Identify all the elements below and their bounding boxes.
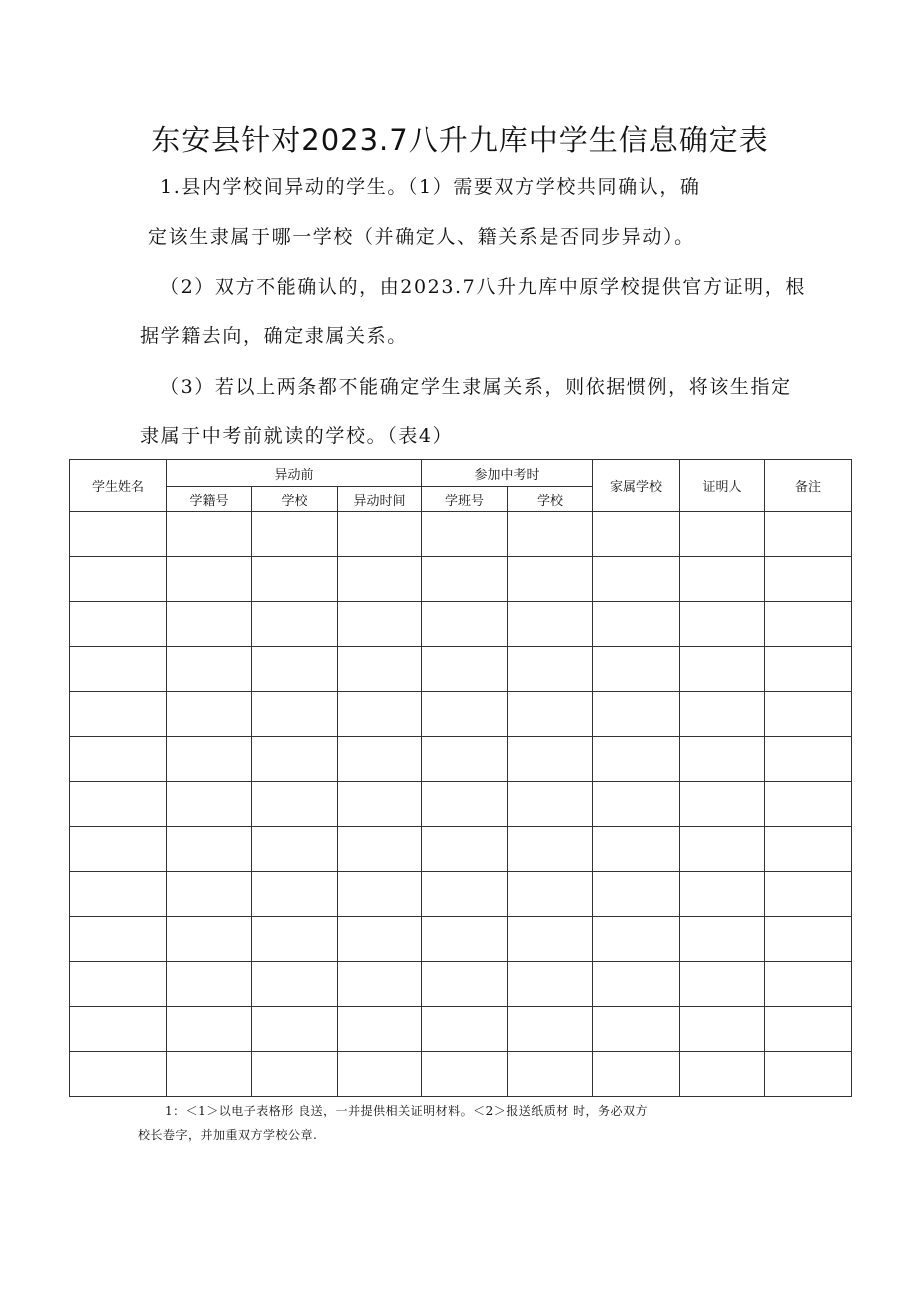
table-cell [422, 917, 508, 962]
table-row [70, 962, 852, 1007]
table-cell [593, 737, 680, 782]
table-cell [338, 737, 422, 782]
paragraph-5: （3）若以上两条都不能确定学生隶属关系，则依据惯例，将该生指定 [160, 376, 792, 398]
table-cell [680, 647, 765, 692]
table-cell [70, 1007, 167, 1052]
table-cell [680, 512, 765, 557]
table-cell [167, 737, 252, 782]
table-cell [508, 692, 593, 737]
table-cell [680, 602, 765, 647]
table-cell [70, 827, 167, 872]
table-cell [338, 1007, 422, 1052]
table-cell [765, 827, 852, 872]
table-cell [70, 647, 167, 692]
table-body [70, 512, 852, 1097]
table-cell [680, 917, 765, 962]
table-cell [765, 737, 852, 782]
table-cell [70, 692, 167, 737]
table-cell [508, 917, 593, 962]
table-cell [338, 557, 422, 602]
table-cell [680, 827, 765, 872]
table-cell [508, 557, 593, 602]
table-cell [338, 512, 422, 557]
header-exam-time: 参加中考时 [422, 460, 593, 487]
table-cell [70, 962, 167, 1007]
table-cell [252, 917, 338, 962]
table-cell [680, 557, 765, 602]
header-class-id: 学班号 [422, 487, 508, 512]
paragraph-2: 定该生隶属于哪一学校（并确定人、籍关系是否同步异动）。 [148, 226, 695, 248]
table-cell [422, 962, 508, 1007]
table-cell [593, 782, 680, 827]
table-row [70, 602, 852, 647]
table-cell [422, 1052, 508, 1097]
table-cell [167, 512, 252, 557]
header-student-name: 学生姓名 [70, 460, 167, 512]
table-cell [593, 647, 680, 692]
table-cell [252, 962, 338, 1007]
table-cell [680, 1052, 765, 1097]
header-family-school: 家属学校 [593, 460, 680, 512]
table-cell [593, 827, 680, 872]
header-student-id: 学籍号 [167, 487, 252, 512]
table-cell [252, 647, 338, 692]
table-cell [167, 917, 252, 962]
table-cell [252, 827, 338, 872]
table-row [70, 1007, 852, 1052]
header-witness: 证明人 [680, 460, 765, 512]
table-cell [593, 917, 680, 962]
table-cell [338, 1052, 422, 1097]
table-cell [70, 512, 167, 557]
table-cell [680, 1007, 765, 1052]
table-cell [167, 1052, 252, 1097]
table-cell [252, 1052, 338, 1097]
table-cell [593, 512, 680, 557]
table-cell [508, 872, 593, 917]
table-cell [593, 1052, 680, 1097]
table-cell [765, 602, 852, 647]
table-cell [422, 692, 508, 737]
table-cell [167, 692, 252, 737]
table-cell [508, 647, 593, 692]
table-cell [70, 782, 167, 827]
table-cell [252, 1007, 338, 1052]
table-cell [422, 737, 508, 782]
table-cell [338, 872, 422, 917]
table-cell [70, 737, 167, 782]
table-cell [338, 962, 422, 1007]
paragraph-3: （2）双方不能确认的，由2023.7八升九库中原学校提供官方证明，根 [160, 276, 806, 298]
header-remarks: 备注 [765, 460, 852, 512]
table-cell [167, 1007, 252, 1052]
table-cell [252, 737, 338, 782]
paragraph-4: 据学籍去向，确定隶属关系。 [140, 325, 408, 347]
table-cell [167, 647, 252, 692]
table-row [70, 827, 852, 872]
table-cell [422, 557, 508, 602]
table-row [70, 557, 852, 602]
table-cell [422, 512, 508, 557]
table-cell [593, 692, 680, 737]
table-cell [508, 827, 593, 872]
table-cell [593, 1007, 680, 1052]
table-cell [508, 602, 593, 647]
paragraph-1: 1.县内学校间异动的学生。（1）需要双方学校共同确认，确 [160, 176, 701, 198]
table-cell [593, 872, 680, 917]
table-cell [680, 782, 765, 827]
table-cell [765, 872, 852, 917]
table-row [70, 1052, 852, 1097]
footnote-line-1: 1：＜1＞以电子表格形 良送，一并提供相关证明材料。＜2＞报送纸质材 时，务必双方 [165, 1104, 649, 1118]
table-cell [70, 602, 167, 647]
table-cell [252, 782, 338, 827]
header-transfer-time: 异动时间 [338, 487, 422, 512]
table-cell [167, 557, 252, 602]
table-cell [338, 782, 422, 827]
table-cell [167, 962, 252, 1007]
table-cell [422, 647, 508, 692]
table-cell [167, 872, 252, 917]
table-row [70, 917, 852, 962]
table-cell [338, 647, 422, 692]
table-cell [593, 557, 680, 602]
table-cell [765, 1052, 852, 1097]
table-cell [338, 917, 422, 962]
header-exam-school: 学校 [508, 487, 593, 512]
table-cell [167, 827, 252, 872]
table-row [70, 872, 852, 917]
table-cell [765, 692, 852, 737]
table-cell [422, 602, 508, 647]
table-cell [167, 602, 252, 647]
table-cell [252, 602, 338, 647]
header-before-transfer: 异动前 [167, 460, 422, 487]
table-cell [422, 1007, 508, 1052]
table-cell [765, 1007, 852, 1052]
table-row [70, 782, 852, 827]
header-before-school: 学校 [252, 487, 338, 512]
table-cell [422, 782, 508, 827]
table-row [70, 692, 852, 737]
table-cell [70, 872, 167, 917]
table-cell [680, 692, 765, 737]
table-cell [252, 692, 338, 737]
table-cell [765, 512, 852, 557]
table-cell [508, 782, 593, 827]
table-cell [508, 1007, 593, 1052]
table-cell [252, 557, 338, 602]
table-cell [252, 872, 338, 917]
table-cell [508, 962, 593, 1007]
table-cell [765, 557, 852, 602]
table-cell [338, 602, 422, 647]
table-cell [508, 512, 593, 557]
table-cell [765, 917, 852, 962]
table-cell [593, 962, 680, 1007]
table-cell [593, 602, 680, 647]
table-cell [252, 512, 338, 557]
table-cell [70, 1052, 167, 1097]
table-row [70, 737, 852, 782]
table-cell [422, 872, 508, 917]
table-cell [765, 962, 852, 1007]
table-cell [680, 872, 765, 917]
table-cell [167, 782, 252, 827]
table-cell [680, 737, 765, 782]
table-cell [508, 1052, 593, 1097]
table-cell [338, 827, 422, 872]
table-cell [765, 782, 852, 827]
table-cell [680, 962, 765, 1007]
table-row [70, 647, 852, 692]
paragraph-6: 隶属于中考前就读的学校。（表4） [140, 425, 454, 447]
table-cell [70, 917, 167, 962]
footnote-line-2: 校长卷字，并加重双方学校公章. [138, 1128, 318, 1142]
table-row [70, 512, 852, 557]
student-info-table [69, 459, 852, 1097]
table-cell [70, 557, 167, 602]
table-cell [765, 647, 852, 692]
table-cell [508, 737, 593, 782]
page-title: 东安县针对2023.7八升九库中学生信息确定表 [151, 123, 769, 157]
table-cell [422, 827, 508, 872]
table-cell [338, 692, 422, 737]
